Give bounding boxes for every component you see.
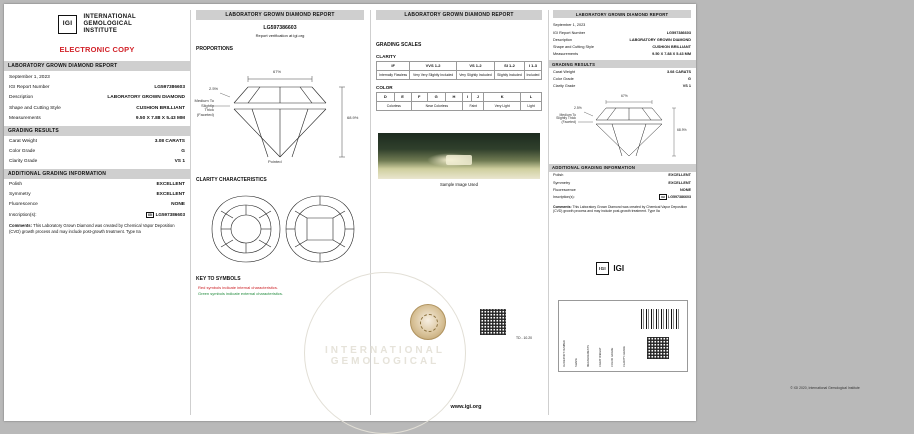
strip-label: CARAT WEIGHT xyxy=(599,347,602,367)
website-footer[interactable]: www.igi.org xyxy=(450,404,482,410)
girdle-label xyxy=(548,114,576,125)
value: 3.08 CARATS xyxy=(667,69,691,74)
grading-results-bar: GRADING RESULTS xyxy=(4,126,190,136)
color-scale-table-wrap xyxy=(370,92,548,111)
clarity-scale-table-wrap xyxy=(370,61,548,80)
label: Description xyxy=(553,37,572,42)
proportions-title: PROPORTIONS xyxy=(196,46,233,52)
clarity-desc: Very Slightly Included xyxy=(456,70,494,80)
report-title-bar-1: LABORATORY GROWN DIAMOND REPORT xyxy=(4,61,190,71)
strip-label: COLOR GRADE xyxy=(611,347,614,367)
value: EXCELLENT xyxy=(668,180,691,185)
field-symmetry xyxy=(4,189,190,199)
label: Measurements xyxy=(553,52,579,57)
value: VS 1 xyxy=(682,84,691,89)
value: 9.50 X 7.88 X 5.43 MM xyxy=(135,115,185,121)
column-duplicate-report xyxy=(548,4,696,421)
barcode xyxy=(641,309,681,329)
color-code: L xyxy=(520,93,541,102)
label: Carat Weight xyxy=(9,138,37,144)
girdle-line-1: Medium To xyxy=(559,112,576,117)
label: Fluorescence xyxy=(9,201,38,207)
field-fluorescence xyxy=(548,186,696,193)
girdle-line-2: Slightly Thick xyxy=(556,116,576,121)
color-code: E xyxy=(394,93,411,102)
color-group: Colorless xyxy=(377,101,412,111)
clarity-scale-table xyxy=(376,61,542,80)
field-shape xyxy=(4,103,190,113)
label: Polish xyxy=(9,181,23,187)
field-color-grade xyxy=(548,75,696,82)
table-percent-label: 67% xyxy=(621,93,628,98)
table-row-color-codes xyxy=(377,93,542,102)
value: VS 1 xyxy=(174,158,185,164)
strip-label: MEASUREMENTS xyxy=(587,345,590,367)
label: Color Grade xyxy=(9,148,36,154)
clarity-desc: Included xyxy=(524,70,541,80)
clarity-code: VVS 1-2 xyxy=(410,62,457,71)
girdle-line-2: Slightly Thick xyxy=(201,102,214,113)
table-row-clarity-codes xyxy=(377,62,542,71)
color-group: Faint xyxy=(463,101,484,111)
table-row-clarity-desc xyxy=(377,70,542,80)
field-color-grade xyxy=(4,146,190,156)
field-inscription xyxy=(548,193,696,200)
girdle-line-3: (Faceted) xyxy=(196,111,214,117)
igi-mark-icon xyxy=(58,15,77,34)
watermark-text: INTERNATIONAL GEMOLOGICAL xyxy=(325,345,445,367)
clarity-code: IF xyxy=(377,62,410,71)
grading-scales-title: GRADING SCALES xyxy=(376,42,422,48)
label: Measurements xyxy=(9,115,41,121)
value: 9.50 X 7.88 X 5.43 MM xyxy=(652,52,691,57)
inscription-label: Inscription(s): xyxy=(553,195,575,200)
label: Carat Weight xyxy=(553,69,576,74)
col4-proportions-svg xyxy=(548,90,696,164)
brand-line-2: GEMOLOGICAL xyxy=(83,21,133,27)
value: LABORATORY GROWN DIAMOND xyxy=(107,94,185,100)
label: Shape and Cutting Style xyxy=(553,45,594,50)
comments-text: This Laboratory Grown Diamond was created by Chemical Vapor Deposition (CVD) growth process and may include post-growth treatment. Type IIa xyxy=(553,204,688,214)
color-code: G xyxy=(427,93,445,102)
comments-label: Comments: xyxy=(9,223,33,228)
value: G xyxy=(181,148,185,154)
label: Fluorescence xyxy=(553,187,576,192)
color-group: Near Colorless xyxy=(411,101,462,111)
igi-footer-logo xyxy=(596,262,624,275)
comments-text: This Laboratory Grown Diamond was created by Chemical Vapor Deposition (CVD) growth process and may include post-growth treatment. Type IIa xyxy=(9,223,175,234)
value: EXCELLENT xyxy=(668,173,691,178)
clarity-desc: Slightly Included xyxy=(495,70,525,80)
value: LG597386603 xyxy=(154,84,185,90)
clarity-scale-label: CLARITY xyxy=(376,54,396,59)
label: Polish xyxy=(553,173,564,178)
value: 3.08 CARATS xyxy=(154,138,185,144)
color-code: F xyxy=(411,93,427,102)
value: LG597386603 xyxy=(666,30,691,35)
field-carat-weight xyxy=(4,136,190,146)
color-code: K xyxy=(484,93,521,102)
report-title-bar-2: LABORATORY GROWN DIAMOND REPORT xyxy=(196,10,364,20)
value: NONE xyxy=(680,187,691,192)
clarity-desc: Internally Flawless xyxy=(377,70,410,80)
value: CUSHION BRILLIANT xyxy=(652,45,691,50)
inscription-value: LG597386603 xyxy=(668,195,691,200)
field-fluorescence xyxy=(4,199,190,209)
field-polish xyxy=(548,172,696,179)
comments-block xyxy=(548,201,696,218)
inscription-value: LG597386603 xyxy=(155,211,185,217)
color-code: I xyxy=(463,93,472,102)
proportions-diagram xyxy=(190,53,370,173)
diamond-sample-photo xyxy=(378,133,540,179)
key-red-line: Red symbols indicate internal characteristics. xyxy=(198,285,279,290)
color-code: H xyxy=(445,93,462,102)
label: Shape and Cutting Style xyxy=(9,105,61,111)
label: Clarity Grade xyxy=(553,84,576,89)
label: Clarity Grade xyxy=(9,158,38,164)
igi-inscription-icon: IGI xyxy=(661,195,666,200)
clarity-code: I 1-3 xyxy=(524,62,541,71)
girdle-line-1: Medium To xyxy=(194,98,214,103)
table-percent-label: 67% xyxy=(273,69,282,74)
td-code-label: TD - 10.20 xyxy=(516,336,533,340)
clarity-code: VS 1-2 xyxy=(456,62,494,71)
clarity-characteristics-title: CLARITY CHARACTERISTICS xyxy=(196,177,267,183)
comments-label: Comments: xyxy=(553,204,572,209)
color-group: Light xyxy=(520,101,541,111)
depth-percent-label: 68.9% xyxy=(347,115,359,120)
field-symmetry xyxy=(548,179,696,186)
column-report-details xyxy=(4,4,190,421)
key-to-symbols-body xyxy=(190,283,370,299)
color-scale-label: COLOR xyxy=(376,85,393,91)
field-description xyxy=(548,36,696,43)
report-title-bar-3: LABORATORY GROWN DIAMOND REPORT xyxy=(376,10,542,20)
field-report-number xyxy=(548,29,696,36)
label: Symmetry xyxy=(553,180,571,185)
label: IGI Report Number xyxy=(553,30,586,35)
col4-proportions-diagram xyxy=(548,90,696,164)
clarity-desc: Very Very Slightly Included xyxy=(410,70,457,80)
gold-seal-icon xyxy=(410,304,446,340)
girdle-label xyxy=(192,99,214,117)
qr-code[interactable] xyxy=(647,337,669,359)
inscription-label: Inscription(s): xyxy=(9,211,37,217)
comments-block xyxy=(4,219,190,239)
value: NONE xyxy=(171,201,185,207)
additional-info-bar: ADDITIONAL GRADING INFORMATION xyxy=(548,164,696,172)
label: Symmetry xyxy=(9,191,31,197)
qr-code[interactable] xyxy=(480,309,506,335)
igi-mark-text: IGI xyxy=(62,20,73,27)
girdle-line-3: (Faceted) xyxy=(561,120,576,125)
report-title-bar-4: LABORATORY GROWN DIAMOND REPORT xyxy=(553,10,691,18)
value: G xyxy=(688,76,691,81)
key-to-symbols-title: KEY TO SYMBOLS xyxy=(196,276,241,282)
value: EXCELLENT xyxy=(156,191,185,197)
certificate-sheet xyxy=(4,4,860,421)
key-green-line: Green symbols indicate external characteristics. xyxy=(198,291,283,296)
additional-info-bar: ADDITIONAL GRADING INFORMATION xyxy=(4,169,190,179)
igi-inscription-icon: IGI xyxy=(147,212,153,217)
igi-mark-text: IGI xyxy=(599,265,606,271)
field-clarity-grade xyxy=(4,156,190,166)
igi-wordmark xyxy=(83,14,135,35)
color-group: Very Light xyxy=(484,101,521,111)
field-measurements xyxy=(4,113,190,123)
label: Description xyxy=(9,94,33,100)
copyright-text: © IGI 2020, International Gemological Institute xyxy=(790,386,860,390)
field-description xyxy=(4,92,190,103)
col4-report-date: September 1, 2023 xyxy=(553,23,586,28)
strip-label: IGI REPORT NUMBER xyxy=(563,340,566,367)
brand-line-1: INTERNATIONAL xyxy=(83,14,136,20)
field-inscription xyxy=(4,209,190,219)
culet-label: Pointed xyxy=(268,159,282,164)
field-shape xyxy=(548,44,696,51)
photo-stone xyxy=(446,155,472,165)
brand-line-3: INSTITUTE xyxy=(83,28,118,34)
footer-label-card xyxy=(558,300,688,372)
strip-label: SHAPE xyxy=(575,358,578,367)
crown-percent-label: 2.5% xyxy=(574,105,582,110)
value: LABORATORY GROWN DIAMOND xyxy=(629,37,691,42)
field-report-number xyxy=(4,82,190,92)
report-date: September 1, 2023 xyxy=(9,75,50,80)
field-clarity-grade xyxy=(548,83,696,90)
color-scale-table xyxy=(376,92,542,111)
field-polish xyxy=(4,179,190,189)
value: CUSHION BRILLIANT xyxy=(136,105,185,111)
depth-percent-label: 68.9% xyxy=(677,127,687,132)
color-code: D xyxy=(377,93,395,102)
clarity-code: SI 1-2 xyxy=(495,62,525,71)
col2-report-number: LG597386603 xyxy=(263,25,297,31)
clarity-plot-svg xyxy=(190,184,370,274)
igi-logo xyxy=(4,4,190,39)
col2-verification: Report verification at igi.org xyxy=(255,33,305,38)
sample-image-caption: Sample Image Used xyxy=(440,182,478,188)
clarity-plot-diagram xyxy=(190,184,370,276)
grading-results-bar: GRADING RESULTS xyxy=(548,60,696,68)
field-measurements xyxy=(548,51,696,58)
crown-percent-label: 2.5% xyxy=(209,86,219,91)
table-row-color-groups xyxy=(377,101,542,111)
label: IGI Report Number xyxy=(9,84,50,90)
color-code: J xyxy=(472,93,484,102)
igi-mark-icon xyxy=(596,262,609,275)
electronic-copy-label: ELECTRONIC COPY xyxy=(59,45,135,54)
label: Color Grade xyxy=(553,76,574,81)
igi-footer-text: IGI xyxy=(613,264,625,273)
value: EXCELLENT xyxy=(156,181,185,187)
strip-label: CLARITY GRADE xyxy=(623,346,626,367)
field-carat-weight xyxy=(548,68,696,75)
